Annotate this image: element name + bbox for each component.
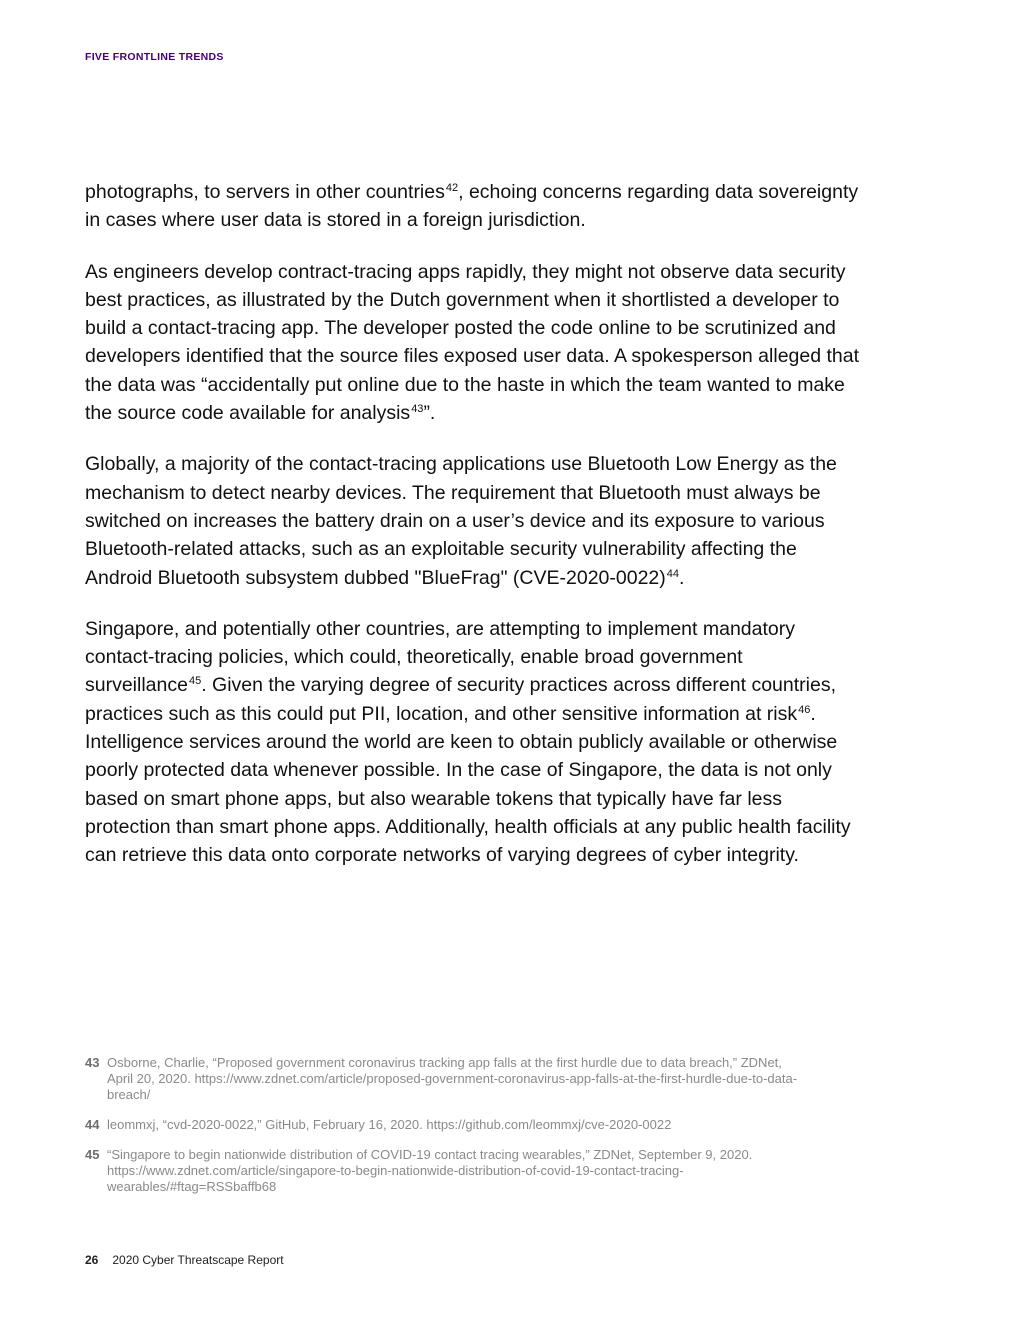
section-label: FIVE FRONTLINE TRENDS (85, 51, 224, 63)
footnote-text: “Singapore to begin nationwide distribution of COVID-19 contact tracing wearables,” ZDNet, September 9, 2020. https://www.zdnet.com/article/singapore-to-begin-nationwide-distribution-of-covid-19-contact-tracing-wearables/#ftag=RSSbaffb68 (107, 1147, 753, 1194)
paragraph-2: As engineers develop contract-tracing apps rapidly, they might not observe data security best practices, as illustrated by the Dutch government when it shortlisted a developer to build a contact-tracing app. The developer posted the code online to be scrutinized and developers identified that the source files exposed user data. A spokesperson alleged that the data was “accidentally put online due to the haste in which the team wanted to make the source code available for analysis$^{43}$”. (85, 260, 860, 425)
footnote-item (85, 1117, 805, 1133)
page-number: 26 (85, 1253, 99, 1267)
footnote-item (85, 1055, 805, 1103)
footnote-item (85, 1147, 805, 1195)
footnote-ref-46[interactable]: 46 (798, 703, 811, 716)
paragraph-3: Globally, a majority of the contact-tracing applications use Bluetooth Low Energy as the mechanism to detect nearby devices. The requirement that Bluetooth must always be switched on increases the battery drain on a user’s device and its exposure to various Bluetooth-related attacks, such as an exploitable security vulnerability affecting the Android Bluetooth subsystem dubbed "BlueFrag" (CVE-2020-0022)$^{44}$. (85, 453, 837, 589)
footnote-ref-42[interactable]: 42 (445, 182, 459, 194)
paragraph-4: Singapore, and potentially other countries, are attempting to implement mandatory contact-tracing policies, which could, theoretically, enable broad government surveillance$^{45}$. Given the varying degree of security practices across different countries, practices such as this could put PII, location, and other sensitive information at risk$^{46}$. Intelligence services around the world are keen to obtain publicly available or otherwise poorly protected data whenever possible. In the case of Singapore, the data is not only based on smart phone apps, but also wearable tokens that typically have far less protection than smart phone apps. Additionally, health officials at any public health facility can retrieve this data onto corporate networks of varying degrees of cyber integrity. (85, 617, 851, 867)
footnote-number: 45 (85, 1147, 100, 1162)
main-body (85, 178, 860, 893)
footnote-ref-45[interactable]: 45 (188, 675, 202, 688)
page-footer (85, 1253, 284, 1267)
footnote-ref-44[interactable]: 44 (666, 567, 680, 580)
footnote-ref-43[interactable]: 43 (411, 403, 424, 416)
report-title: 2020 Cyber Threatscape Report (112, 1253, 284, 1267)
footnotes (85, 1055, 805, 1209)
footnote-number: 44 (85, 1117, 100, 1132)
footnote-text: leommxj, “cvd-2020-0022,” GitHub, February 16, 2020. https://github.com/leommxj/cve-2020-0022 (107, 1117, 672, 1132)
footnote-text: Osborne, Charlie, “Proposed government coronavirus tracking app falls at the first hurdle due to data breach,” ZDNet, April 20, 2020. https://www.zdnet.com/article/proposed-government-coronavirus-app-falls-at-the-first-hurdle-due-to-data-breach/ (107, 1055, 798, 1102)
footnote-number: 43 (85, 1055, 100, 1070)
paragraph-1: photographs, to servers in other countries$^{42}$, echoing concerns regarding data sovereignty in cases where user data is stored in a foreign jurisdiction. (85, 181, 859, 232)
